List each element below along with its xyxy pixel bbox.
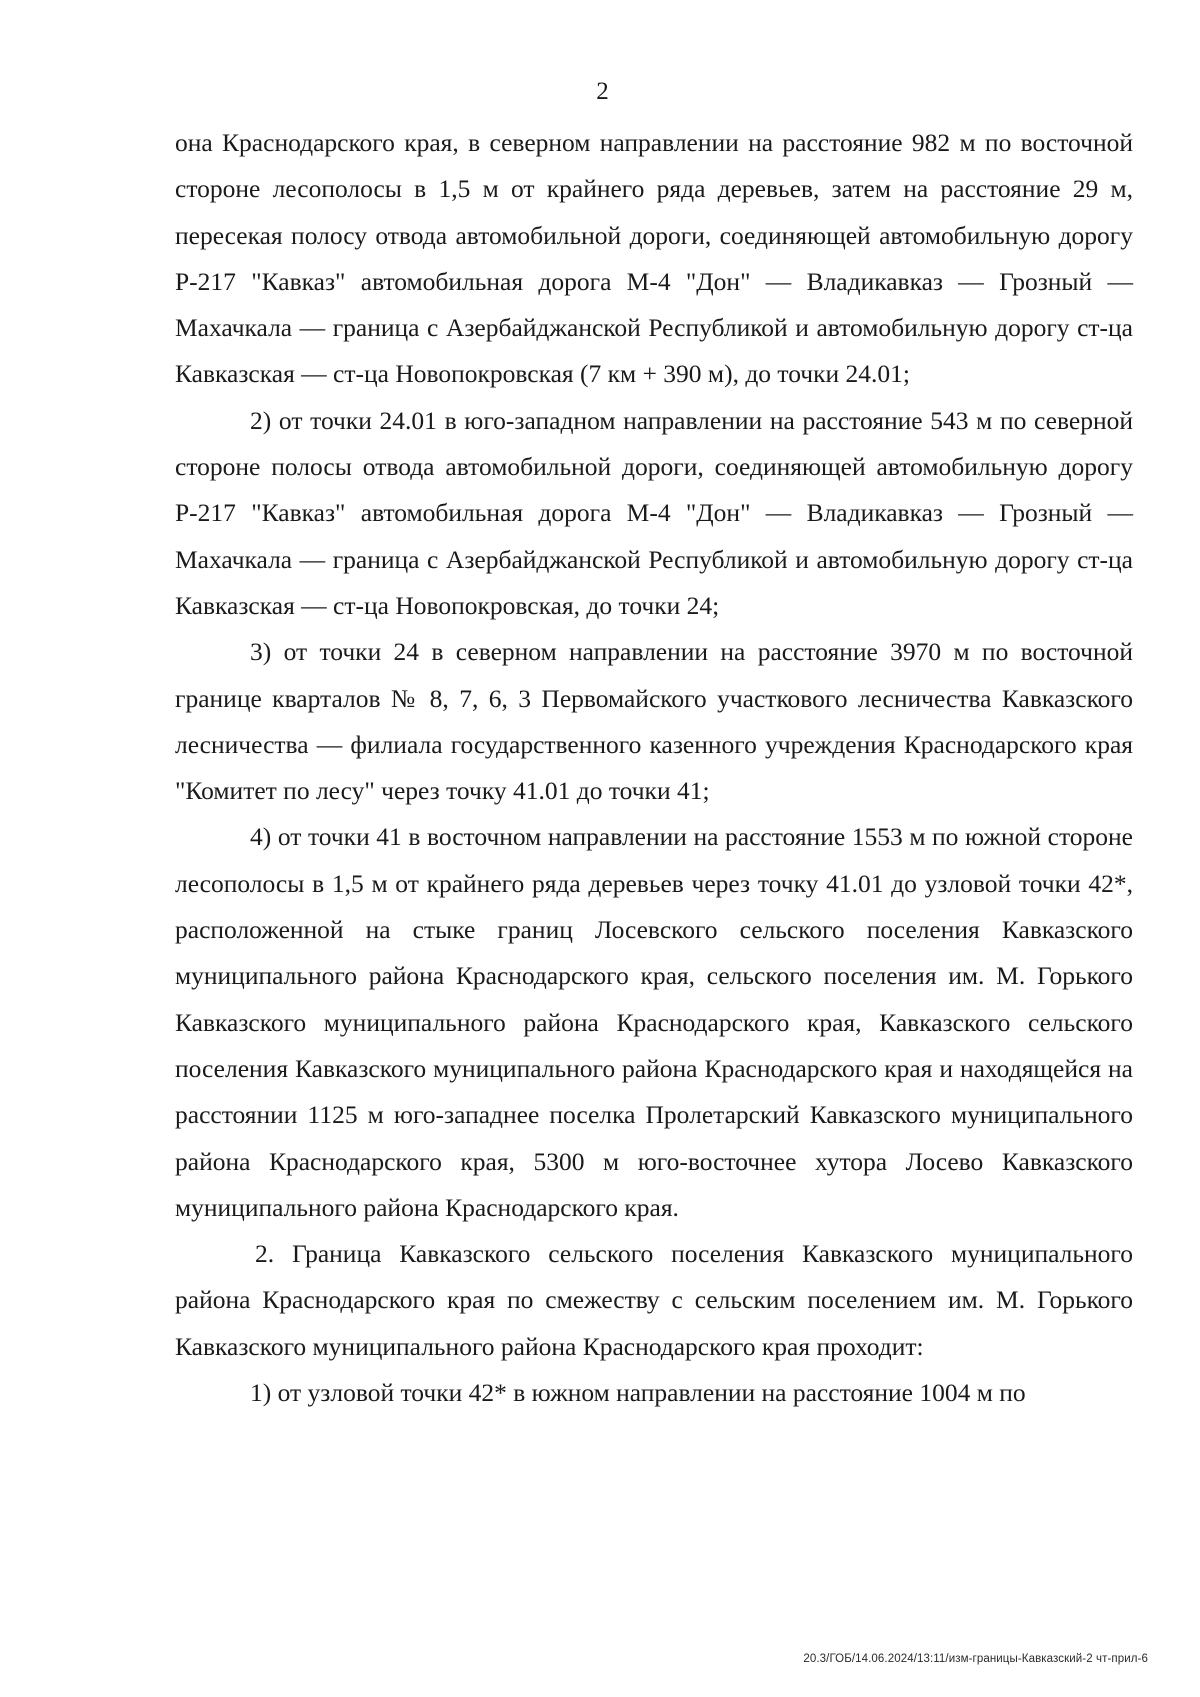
paragraph-item-2: 2) от точки 24.01 в юго-западном направлении на расстояние 543 м по северной стороне полосы отвода автомобильной дороги, соединяющей автомобильную дорогу Р-217 "Кавказ" автомобильная дорога М-4 "Дон" — Владикавказ — Грозный — Махачкала — граница с Азербайджанской Республикой и автомобильную дорогу ст-ца Кавказская — ст-ца Новопокровская, до точки 24;	[175, 405, 1133, 620]
document-body	[175, 120, 1133, 1416]
paragraph-continuation: она Краснодарского края, в северном направлении на расстояние 982 м по восточной стороне лесополосы в 1,5 м от крайнего ряда деревьев, затем на расстояние 29 м, пересекая полосу отвода автомобильной дороги, соединяющей автомобильную дорогу Р-217 "Кавказ" автомобильная дорога М-4 "Дон" — Владикавказ — Грозный — Махачкала — граница с Азербайджанской Республикой и автомобильную дорогу ст-ца Кавказская — ст-ца Новопокровская (7 км + 390 м), до точки 24.01;	[175, 128, 1133, 389]
footer-document-code: 20.3/ГОБ/14.06.2024/13:11/изм-границы-Кавказский-2 чт-прил-6	[803, 1653, 1148, 1665]
paragraph-section-2-item-1: 1) от узловой точки 42* в южном направлении на расстояние 1004 м по	[250, 1378, 1026, 1408]
page-number: 2	[596, 78, 609, 105]
paragraph-item-4: 4) от точки 41 в восточном направлении на расстояние 1553 м по южной стороне лесополосы в 1,5 м от крайнего ряда деревьев через точку 41.01 до узловой точки 42*, расположенной на стыке границ Лосевского сельского поселения Кавказского муниципального района Краснодарского края, сельского поселения им. М. Горького Кавказского муниципального района Краснодарского края, Кавказского сельского поселения Кавказского муниципального района Краснодарского края и находящейся на расстоянии 1125 м юго-западнее поселка Пролетарский Кавказского муниципального района Краснодарского края, 5300 м юго-восточнее хутора Лосево Кавказского муниципального района Краснодарского края.	[175, 822, 1133, 1222]
paragraph-section-2: 2. Граница Кавказского сельского поселения Кавказского муниципального района Краснодарского края по смежеству с сельским поселением им. М. Горького Кавказского муниципального района Краснодарского края проходит:	[175, 1239, 1133, 1361]
paragraph-item-3: 3) от точки 24 в северном направлении на расстояние 3970 м по восточной границе кварталов № 8, 7, 6, 3 Первомайского участкового лесничества Кавказского лесничества — филиала государственного казенного учреждения Краснодарского края "Комитет по лесу" через точку 41.01 до точки 41;	[175, 637, 1133, 806]
